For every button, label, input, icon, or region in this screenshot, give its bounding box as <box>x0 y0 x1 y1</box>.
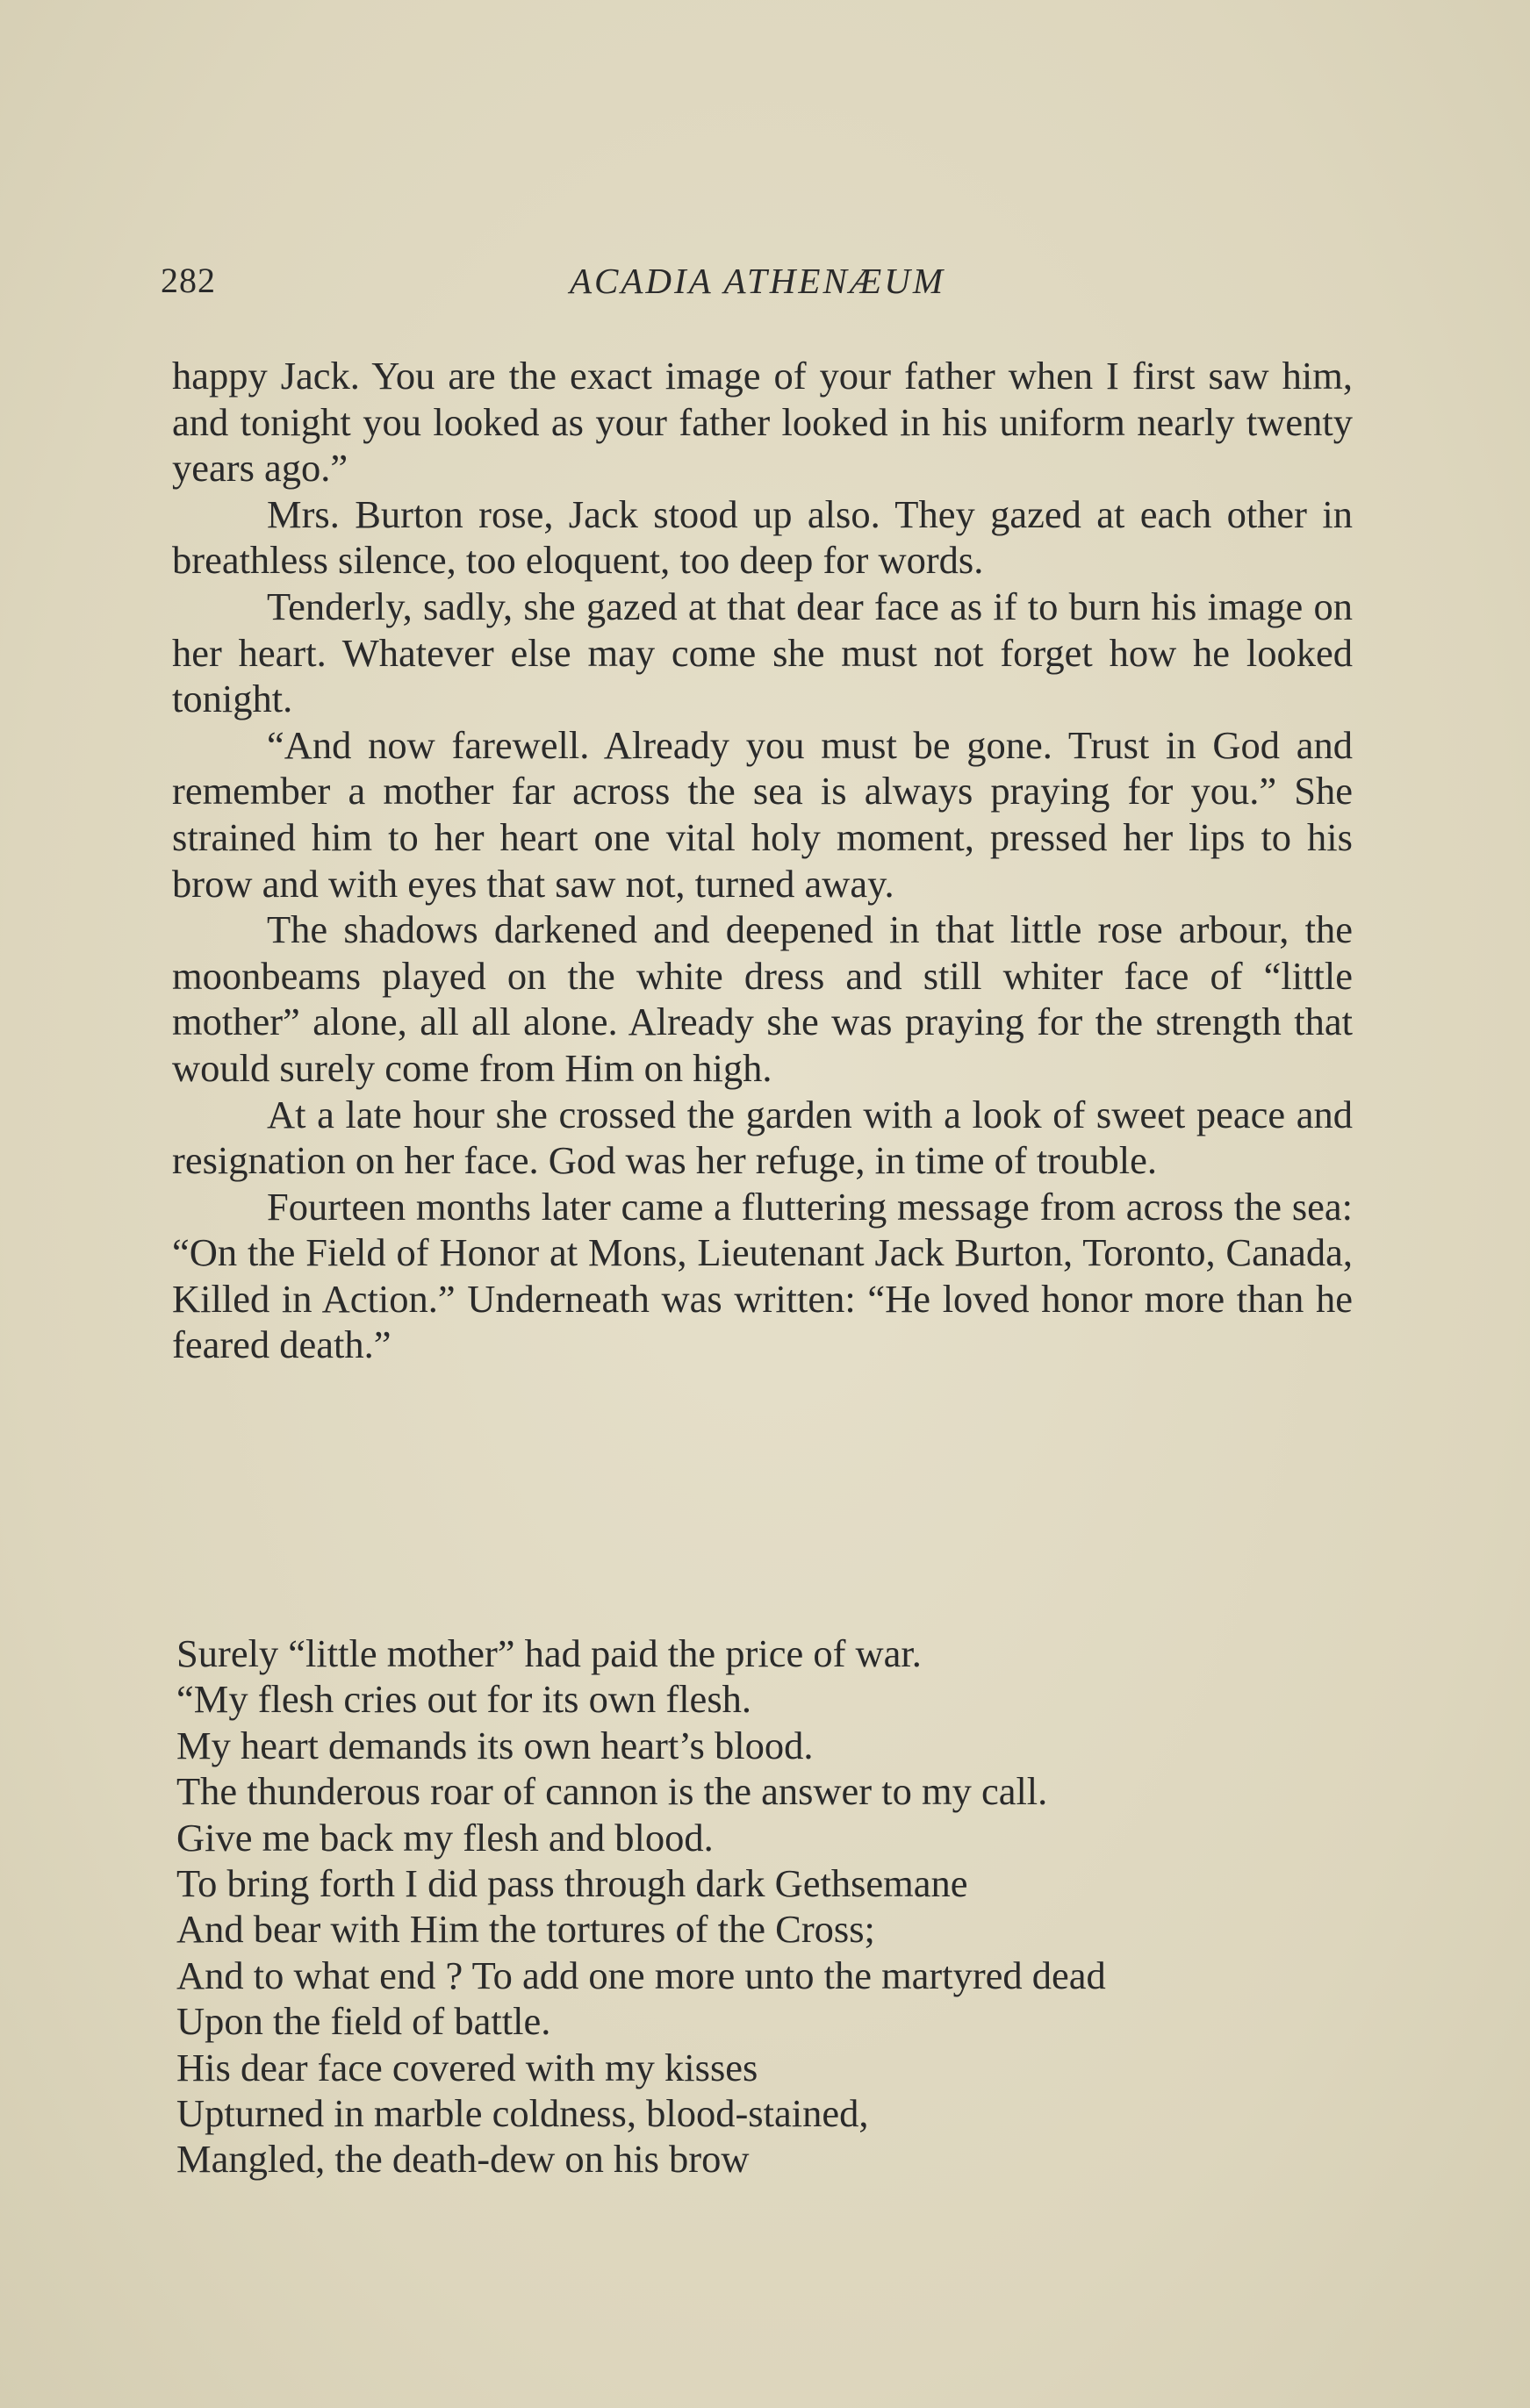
poem-line: Give me back my flesh and blood. <box>176 1815 714 1860</box>
paragraph: At a late hour she crossed the garden with a look of sweet peace and resignation on her face. God was her refuge, in time of trouble. <box>172 1092 1353 1183</box>
paragraph: Tenderly, sadly, she gazed at that dear face as if to burn his image on her heart. Whatever else may come she must not forget how he looked tonight. <box>172 584 1353 721</box>
poem-line: “My flesh cries out for its own flesh. <box>176 1677 752 1722</box>
paragraph: happy Jack. You are the exact image of your father when I first saw him, and tonight you looked as your father looked in his uniform nearly twenty years ago.” <box>172 354 1353 491</box>
poem-block <box>176 1630 1357 2182</box>
poem-line: And bear with Him the tortures of the Cross; <box>176 1907 875 1952</box>
paragraph: The shadows darkened and deepened in that little rose arbour, the moonbeams played on the white dress and still whiter face of “little mother” alone, all all alone. Already she was praying for the strength that would surely come from Him on high. <box>172 907 1353 1090</box>
poem-line: Upon the field of battle. <box>176 1999 551 2044</box>
poem-line: The thunderous roar of cannon is the answer to my call. <box>176 1769 1048 1814</box>
prose-body <box>172 353 1353 1368</box>
paragraph: “And now farewell. Already you must be gone. Trust in God and remember a mother far across the sea is always praying for you.” She strained him to her heart one vital holy moment, pressed her lips to his brow and with eyes that saw not, turned away. <box>172 722 1353 906</box>
poem-line: Surely “little mother” had paid the price of war. <box>176 1631 922 1675</box>
page-number: 282 <box>161 261 216 300</box>
poem-line: Mangled, the death-dew on his brow <box>176 2137 750 2182</box>
running-title: ACADIA ATHENÆUM <box>569 261 946 301</box>
poem-line: Upturned in marble coldness, blood-stained, <box>176 2091 869 2136</box>
poem-line: My heart demands its own heart’s blood. <box>176 1723 814 1767</box>
paragraph: Fourteen months later came a fluttering message from across the sea: “On the Field of Honor at Mons, Lieutenant Jack Burton, Toronto, Canada, Killed in Action.” Underneath was written: “He loved honor more than he feared death.” <box>172 1184 1353 1367</box>
page-header <box>161 260 1354 312</box>
poem-line: His dear face covered with my kisses <box>176 2045 758 2089</box>
poem-line: To bring forth I did pass through dark Gethsemane <box>176 1861 968 1906</box>
poem-line: And to what end ? To add one more unto the martyred dead <box>176 1953 1106 1997</box>
paragraph: Mrs. Burton rose, Jack stood up also. They gazed at each other in breathless silence, too eloquent, too deep for words. <box>172 491 1353 583</box>
